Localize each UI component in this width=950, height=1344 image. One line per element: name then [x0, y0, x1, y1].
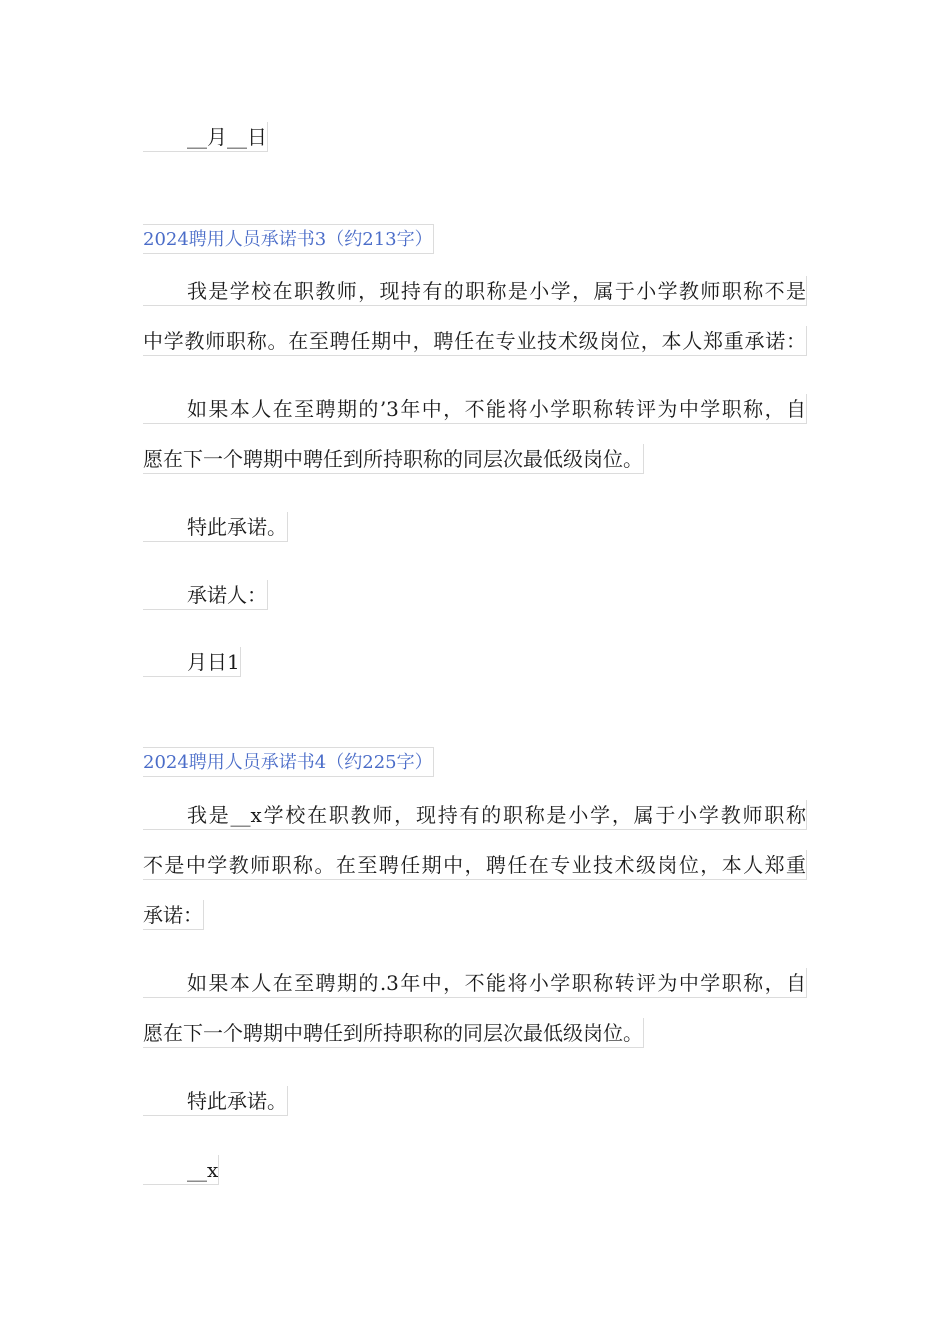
- closing-text: 特此承诺。: [187, 1089, 287, 1113]
- paragraph-text: 我是学校在职教师，现持有的职称是小学，属于小学教师职称不是: [187, 279, 806, 303]
- section4-signer: [143, 1155, 219, 1185]
- section3-paragraph1-line2: [143, 326, 807, 356]
- section3-closing: [143, 512, 288, 542]
- section4-paragraph1-line3: [143, 900, 204, 930]
- section4-heading-text: 2024聘用人员承诺书4（约225字）: [143, 752, 433, 773]
- section3-heading-text: 2024聘用人员承诺书3（约213字）: [143, 229, 433, 250]
- section3-date: [143, 647, 241, 677]
- top-date-line: [143, 122, 268, 152]
- paragraph-text: 我是__x学校在职教师，现持有的职称是小学，属于小学教师职称: [187, 803, 806, 827]
- section4-heading: [143, 747, 434, 777]
- section4-paragraph1-line1: [143, 800, 807, 830]
- paragraph-text: 承诺：: [143, 903, 203, 927]
- section3-paragraph1-line1: [143, 276, 807, 306]
- signer-label: 承诺人：: [187, 583, 267, 607]
- section3-paragraph2-line2: [143, 444, 644, 474]
- section4-closing: [143, 1086, 288, 1116]
- paragraph-text: 愿在下一个聘期中聘任到所持职称的同层次最低级岗位。: [143, 1021, 643, 1045]
- section3-signer: [143, 580, 268, 610]
- closing-text: 特此承诺。: [187, 515, 287, 539]
- section3-heading: [143, 224, 434, 254]
- section4-paragraph2-line2: [143, 1018, 644, 1048]
- section4-paragraph1-line2: [143, 850, 807, 880]
- date-text: 月日1: [187, 650, 240, 674]
- paragraph-text: 不是中学教师职称。在至聘任期中，聘任在专业技术级岗位，本人郑重: [143, 853, 806, 877]
- date-text: __月__日: [187, 125, 267, 149]
- paragraph-text: 中学教师职称。在至聘任期中，聘任在专业技术级岗位，本人郑重承诺：: [143, 329, 806, 353]
- section4-paragraph2-line1: [143, 968, 807, 998]
- section3-paragraph2-line1: [143, 394, 807, 424]
- paragraph-text: 如果本人在至聘期的.3年中，不能将小学职称转评为中学职称，自: [187, 971, 806, 995]
- paragraph-text: 如果本人在至聘期的’3年中，不能将小学职称转评为中学职称，自: [187, 397, 806, 421]
- signer-text: __x: [187, 1158, 219, 1182]
- paragraph-text: 愿在下一个聘期中聘任到所持职称的同层次最低级岗位。: [143, 447, 643, 471]
